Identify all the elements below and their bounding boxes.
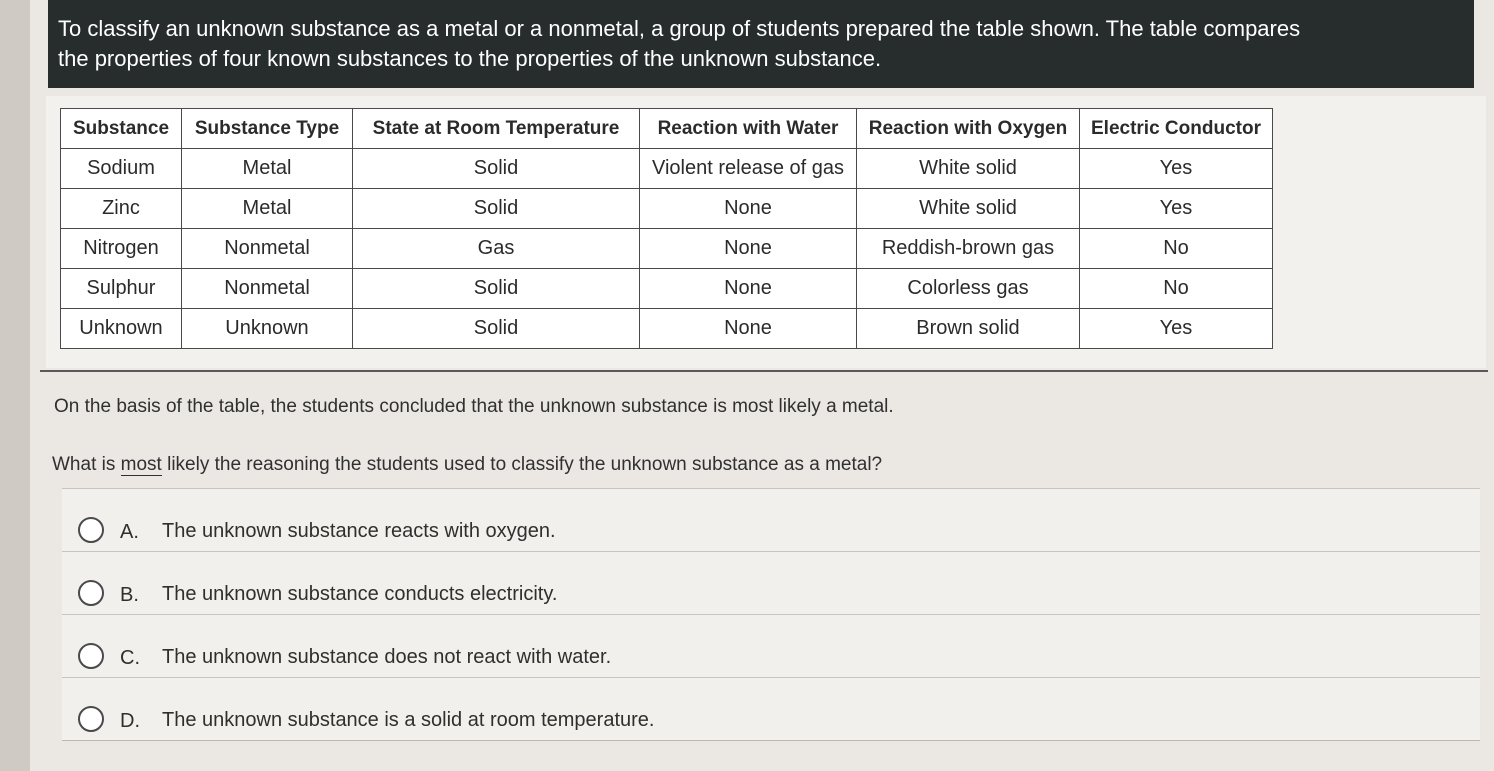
column-header: Electric Conductor [1080, 109, 1273, 149]
table-cell: Yes [1080, 149, 1273, 189]
column-header: Substance [61, 109, 182, 149]
table-cell: No [1080, 269, 1273, 309]
table-cell: Nonmetal [182, 269, 353, 309]
table-cell: Metal [182, 189, 353, 229]
option-text: The unknown substance is a solid at room temperature. [162, 709, 655, 731]
column-header: Reaction with Oxygen [857, 109, 1080, 149]
question-text-before: What is [52, 454, 121, 475]
option-letter: C. [120, 647, 140, 669]
table-cell: Gas [353, 229, 640, 269]
radio-button-icon[interactable] [78, 706, 104, 732]
table-cell: Brown solid [857, 309, 1080, 349]
radio-button-icon[interactable] [78, 643, 104, 669]
table-row [61, 149, 1273, 189]
table-cell: Solid [353, 269, 640, 309]
answer-option-a[interactable] [62, 488, 1480, 551]
table-cell: Solid [353, 189, 640, 229]
table-cell: None [640, 269, 857, 309]
radio-button-icon[interactable] [78, 517, 104, 543]
table-cell: Yes [1080, 189, 1273, 229]
option-text: The unknown substance reacts with oxygen. [162, 520, 556, 542]
option-letter: B. [120, 584, 139, 606]
table-cell: Unknown [182, 309, 353, 349]
section-divider [40, 370, 1488, 372]
table-cell: Nonmetal [182, 229, 353, 269]
question-emphasis: most [120, 454, 162, 475]
column-header: Reaction with Water [640, 109, 857, 149]
table-cell: Solid [353, 149, 640, 189]
table-row [61, 189, 1273, 229]
option-text: The unknown substance conducts electricity. [162, 583, 558, 605]
table-cell: Solid [353, 309, 640, 349]
option-letter: A. [120, 521, 139, 543]
table-cell: White solid [857, 149, 1080, 189]
question-text-after: likely the reasoning the students used to classify the unknown substance as a metal? [161, 454, 883, 475]
table-cell: Violent release of gas [640, 149, 857, 189]
conclusion-text: On the basis of the table, the students concluded that the unknown substance is most likely a metal. [54, 396, 894, 417]
table-cell: White solid [857, 189, 1080, 229]
option-text: The unknown substance does not react with water. [162, 646, 612, 668]
answer-option-d[interactable] [62, 677, 1480, 741]
table-cell: Sulphur [61, 269, 182, 309]
table-row [61, 269, 1273, 309]
stimulus-line-1: To classify an unknown substance as a metal or a nonmetal, a group of students prepared the table shown. The table compares [58, 16, 1301, 41]
table-cell: None [640, 309, 857, 349]
stimulus-line-2: the properties of four known substances to the properties of the unknown substance. [58, 46, 882, 71]
table-cell: Nitrogen [61, 229, 182, 269]
column-header: Substance Type [182, 109, 353, 149]
table-cell: No [1080, 229, 1273, 269]
answer-option-b[interactable] [62, 551, 1480, 614]
table-row [61, 229, 1273, 269]
table-cell: None [640, 229, 857, 269]
table-cell: Reddish-brown gas [857, 229, 1080, 269]
answer-options [62, 488, 1480, 741]
table-cell: None [640, 189, 857, 229]
table-row [61, 309, 1273, 349]
answer-option-c[interactable] [62, 614, 1480, 677]
table-cell: Yes [1080, 309, 1273, 349]
table-cell: Unknown [61, 309, 182, 349]
option-letter: D. [120, 710, 140, 732]
table-cell: Colorless gas [857, 269, 1080, 309]
table-cell: Sodium [61, 149, 182, 189]
table-header-row [61, 109, 1273, 149]
table-container [46, 96, 1486, 368]
column-header: State at Room Temperature [353, 109, 640, 149]
question-prompt [52, 454, 882, 476]
table-cell: Zinc [61, 189, 182, 229]
properties-table [60, 108, 1273, 349]
radio-button-icon[interactable] [78, 580, 104, 606]
stimulus-header [48, 0, 1474, 88]
table-cell: Metal [182, 149, 353, 189]
